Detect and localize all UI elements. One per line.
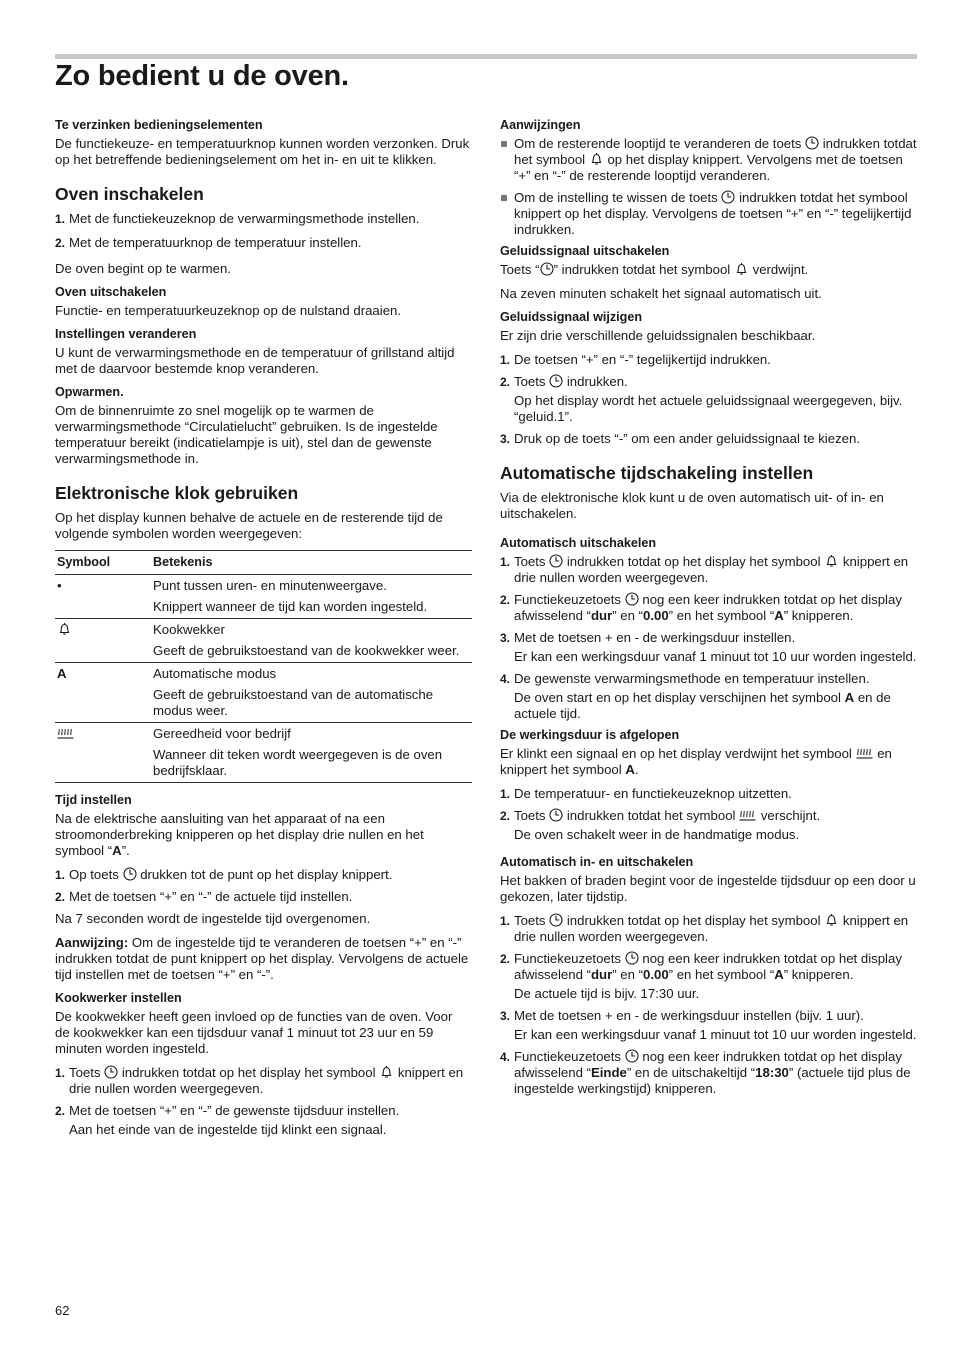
steps-sound-change <box>500 352 918 447</box>
note-set-time: Aanwijzing: Om de ingestelde tijd te veranderen de toetsen “+” en “-” indrukken totdat de punt knippert op het display. Vervolgens de actuele tijd instellen met de toetsen “+” en “-”. <box>55 935 469 982</box>
bell-icon <box>589 152 604 166</box>
right-column <box>500 118 918 1103</box>
para-sound-off: Toets “ ” indrukken totdat het symbool verdwijnt. <box>500 262 809 277</box>
steps-kitchen-timer <box>55 1065 470 1138</box>
heat-icon <box>739 808 757 822</box>
steps-auto-off <box>500 554 918 722</box>
para-set-time: Na de elektrische aansluiting van het apparaat of na een stroomonderbreking knipperen op het display drie nullen en het symbool “A”. <box>55 811 424 858</box>
heading-sound-off: Geluidssignaal uitschakelen <box>500 244 670 258</box>
table-row: Kookwekker Geeft de gebruikstoestand van de kookwekker weer. <box>55 619 472 663</box>
table-header: Symbool <box>55 551 151 575</box>
bullet-square <box>501 195 507 201</box>
heading-preheat: Opwarmen. <box>55 385 124 399</box>
clock-icon <box>540 262 554 276</box>
clock-icon <box>104 1065 118 1079</box>
heading-auto-on-off: Automatisch in- en uitschakelen <box>500 855 694 869</box>
list-item: 3. Met de toetsen + en - de werkingsduur instellen. Er kan een werkingsduur vanaf 1 minuut tot 10 uur worden ingesteld. <box>500 630 917 664</box>
left-column <box>55 118 470 1144</box>
clock-icon <box>549 374 563 388</box>
table-header: Betekenis <box>151 551 472 575</box>
page-title: Zo bedient u de oven. <box>55 60 349 92</box>
heading-switch-off: Oven uitschakelen <box>55 285 167 299</box>
notes-list <box>500 136 918 238</box>
bell-icon <box>824 913 839 927</box>
list-item: 3. Met de toetsen + en - de werkingsduur instellen (bijv. 1 uur). Er kan een werkingsduur vanaf 1 minuut tot 10 uur worden ingesteld. <box>500 1008 917 1042</box>
list-item: 4. Functiekeuzetoets nog een keer indrukken totdat op het display afwisselend “Einde” en de uitschakeltijd “18:30” (actuele tijd plus de ingestelde werkingstijd) knipperen. <box>500 1049 911 1096</box>
list-item: 1. De toetsen “+” en “-” tegelijkertijd indrukken. <box>500 352 771 367</box>
list-item: 1. Toets indrukken totdat op het display het symbool knippert en drie nullen worden weergegeven. <box>500 913 909 944</box>
list-item: Om de instelling te wissen de toets indrukken totdat het symbool knippert op het display. Vervolgens de toetsen “+” en “-” tegelijkertijd indrukken. <box>500 190 918 238</box>
heading-recessed-controls: Te verzinken bedieningselementen <box>55 118 263 132</box>
steps-switch-on <box>55 211 470 251</box>
heading-auto-timer: Automatische tijdschakeling instellen <box>500 463 814 483</box>
bullet-square <box>501 141 507 147</box>
steps-auto-on-off <box>500 913 918 1097</box>
bell-icon <box>57 622 72 636</box>
para-auto-timer: Via de elektronische klok kunt u de oven automatisch uit- of in- en uitschakelen. <box>500 490 884 521</box>
para-electronic-clock: Op het display kunnen behalve de actuele en de resterende tijd de volgende symbolen worden weergegeven: <box>55 510 443 541</box>
para-sound-auto-off: Na zeven minuten schakelt het signaal automatisch uit. <box>500 286 822 301</box>
clock-icon <box>625 592 639 606</box>
heat-icon <box>856 746 874 760</box>
list-item: 2. Functiekeuzetoets nog een keer indrukken totdat op het display afwisselend “dur” en “0.00” en het symbool “A” knipperen. De actuele tijd is bijv. 17:30 uur. <box>500 951 902 1001</box>
header-rule <box>55 54 917 59</box>
clock-icon <box>625 1049 639 1063</box>
bell-icon <box>379 1065 394 1079</box>
para-recessed-controls: De functiekeuze- en temperatuurknop kunnen worden verzonken. Druk op het betreffende bedieningselement om het in- en uit te klikken. <box>55 136 470 167</box>
para-auto-on-off: Het bakken of braden begint voor de ingestelde tijdsduur op een door u gekozen, later tijdstip. <box>500 873 916 904</box>
para-preheat: Om de binnenruimte zo snel mogelijk op te warmen de verwarmingsmethode “Circulatielucht” gebruiken. Is de ingestelde temperatuur bereikt (indicatielampje is uit), stel dan de gewenste verwarmingsmethode in. <box>55 403 438 466</box>
page-number: 62 <box>55 1303 70 1318</box>
clock-icon <box>549 913 563 927</box>
list-item: 2. Toets indrukken totdat het symbool verschijnt. De oven schakelt weer in de handmatige modus. <box>500 808 821 842</box>
list-item: 2. Met de toetsen “+” en “-” de gewenste tijdsduur instellen. Aan het einde van de ingestelde tijd klinkt een signaal. <box>55 1103 400 1137</box>
heading-kitchen-timer: Kookwerker instellen <box>55 991 182 1005</box>
list-item: 1. Op toets drukken tot de punt op het display knippert. <box>55 867 393 882</box>
list-item: 1. Toets indrukken totdat op het display het symbool knippert en drie nullen worden weergegeven. <box>500 554 909 585</box>
table-row: A Automatische modus Geeft de gebruikstoestand van de automatische modus weer. <box>55 663 472 723</box>
table-row: • Punt tussen uren- en minutenweergave. Knippert wanneer de tijd kan worden ingesteld. <box>55 575 472 619</box>
clock-icon <box>625 951 639 965</box>
heading-sound-change: Geluidssignaal wijzigen <box>500 310 643 324</box>
list-item: 2. Functiekeuzetoets nog een keer indrukken totdat op het display afwisselend “dur” en “0.00” en het symbool “A” knipperen. <box>500 592 902 623</box>
list-item: 2. Met de temperatuurknop de temperatuur instellen. <box>55 235 362 250</box>
list-item: 4. De gewenste verwarmingsmethode en temperatuur instellen. De oven start en op het display verschijnen het symbool A en de actuele tijd. <box>500 671 891 721</box>
para-change-settings: U kunt de verwarmingsmethode en de temperatuur of grillstand altijd met de daarvoor bestemde knop veranderen. <box>55 345 455 376</box>
heat-icon <box>57 726 75 740</box>
list-item: 1. Toets indrukken totdat op het display het symbool knippert en drie nullen worden weergegeven. <box>55 1065 464 1096</box>
heading-set-time: Tijd instellen <box>55 793 132 807</box>
list-item: 2. Met de toetsen “+” en “-” de actuele tijd instellen. <box>55 889 353 904</box>
clock-icon <box>123 867 137 881</box>
para-kitchen-timer: De kookwekker heeft geen invloed op de functies van de oven. Voor de kookwekker kan een tijdsduur vanaf 1 minuut tot 23 uur en 59 minuten worden ingesteld. <box>55 1009 453 1056</box>
symbol-table <box>55 550 472 783</box>
para-switch-off: Functie- en temperatuurkeuzeknop op de nulstand draaien. <box>55 303 402 318</box>
auto-symbol: A <box>55 663 151 723</box>
list-item: 1. De temperatuur- en functiekeuzeknop uitzetten. <box>500 786 792 801</box>
steps-set-time <box>55 867 470 905</box>
table-row: Gereedheid voor bedrijf Wanneer dit teken wordt weergegeven is de oven bedrijfsklaar. <box>55 723 472 783</box>
clock-icon <box>549 554 563 568</box>
para-oven-heats: De oven begint op te warmen. <box>55 261 231 276</box>
heading-auto-off: Automatisch uitschakelen <box>500 536 657 550</box>
para-sound-change: Er zijn drie verschillende geluidssignalen beschikbaar. <box>500 328 816 343</box>
para-duration-ended: Er klinkt een signaal en op het display verdwijnt het symbool en knippert het symbool A. <box>500 746 892 777</box>
heading-switch-on: Oven inschakelen <box>55 184 204 204</box>
clock-icon <box>549 808 563 822</box>
para-time-accepted: Na 7 seconden wordt de ingestelde tijd overgenomen. <box>55 911 371 926</box>
heading-electronic-clock: Elektronische klok gebruiken <box>55 483 299 503</box>
dot-symbol: • <box>57 578 62 593</box>
steps-duration-ended <box>500 786 918 843</box>
heading-duration-ended: De werkingsduur is afgelopen <box>500 728 680 742</box>
list-item: 3. Druk op de toets “-” om een ander geluidssignaal te kiezen. <box>500 431 860 446</box>
clock-icon <box>721 190 735 204</box>
list-item: Om de resterende looptijd te veranderen de toets indrukken totdat het symbool op het display knippert. Vervolgens met de toetsen “+” en “-” de resterende looptijd veranderen. <box>500 136 918 184</box>
heading-notes: Aanwijzingen <box>500 118 581 132</box>
heading-change-settings: Instellingen veranderen <box>55 327 197 341</box>
clock-icon <box>805 136 819 150</box>
bell-icon <box>734 262 749 276</box>
bell-icon <box>824 554 839 568</box>
list-item: 2. Toets indrukken. Op het display wordt het actuele geluidssignaal weergegeven, bijv. “geluid.1”. <box>500 374 903 424</box>
list-item: 1. Met de functiekeuzeknop de verwarmingsmethode instellen. <box>55 211 420 226</box>
